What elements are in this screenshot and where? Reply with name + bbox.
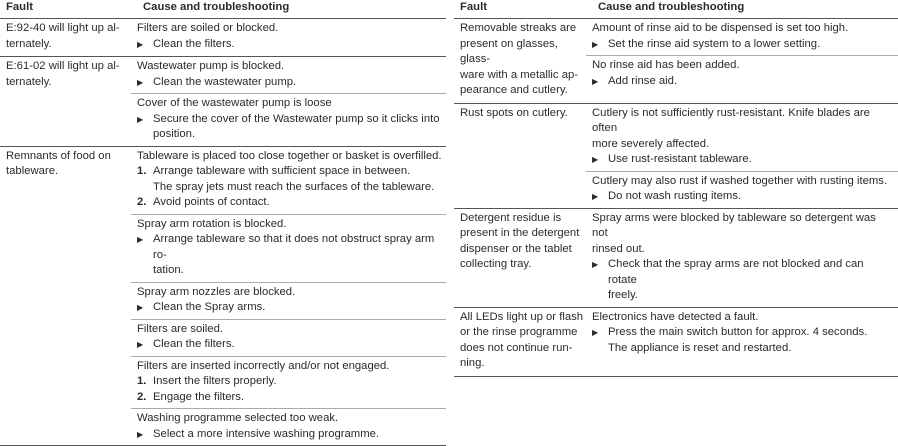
cause-text-line: Filters are soiled or blocked. [137, 21, 442, 37]
triangle-bullet-icon: ▶ [592, 257, 608, 304]
cause-text-line: Wastewater pump is blocked. [137, 59, 442, 75]
step-number: 2. [137, 195, 153, 211]
step-text-line: Arrange tableware so that it does not obstruct spray arm ro- [153, 232, 442, 263]
remedy-step [137, 112, 442, 143]
step-text-line: Arrange tableware with sufficient space in between. [153, 164, 442, 180]
remedy-step [137, 374, 442, 390]
fault-text-line: Removable streaks are [460, 21, 584, 37]
fault-text-line: Remnants of food on [6, 149, 129, 165]
remedy-step [137, 195, 442, 211]
step-text [608, 152, 894, 168]
fault-cell [454, 209, 586, 307]
step-text [608, 37, 894, 53]
fault-text-line: does not continue run- [460, 341, 584, 357]
table-body [454, 19, 898, 377]
step-text-line: Insert the filters properly. [153, 374, 442, 390]
cause-column-header: Cause and troubleshooting [592, 0, 744, 16]
step-text-line: Select a more intensive washing programme. [153, 427, 442, 443]
step-text-line: freely. [608, 288, 894, 304]
cause-text-line: Spray arm nozzles are blocked. [137, 285, 442, 301]
remedy-step [137, 300, 442, 316]
table-row [454, 209, 898, 308]
fault-text-line: dispenser or the tablet [460, 242, 584, 258]
fault-text-line: All LEDs light up or flash [460, 310, 584, 326]
remedy-step [137, 232, 442, 279]
cause-cell [586, 209, 898, 307]
table-row [454, 308, 898, 377]
step-text [153, 374, 442, 390]
step-text [153, 337, 442, 353]
step-text-line: Use rust-resistant tableware. [608, 152, 894, 168]
fault-text-line: ning. [460, 356, 584, 372]
step-text-line: Clean the wastewater pump. [153, 75, 442, 91]
remedy-step [137, 337, 442, 353]
triangle-bullet-icon: ▶ [137, 427, 153, 443]
table-body [0, 19, 446, 446]
cause-block [131, 356, 446, 409]
step-text-line: Do not wash rusting items. [608, 189, 894, 205]
fault-cell [454, 308, 586, 376]
cause-text-line: Filters are inserted incorrectly and/or not engaged. [137, 359, 442, 375]
fault-text-line: Rust spots on cutlery. [460, 106, 584, 122]
table-row [0, 57, 446, 147]
step-text-line: Press the main switch button for approx. 4 seconds. [608, 325, 894, 341]
cause-cell [131, 57, 446, 146]
step-number: 2. [137, 390, 153, 406]
table-row [0, 19, 446, 57]
fault-text-line: Detergent residue is [460, 211, 584, 227]
cause-text-line: more severely affected. [592, 137, 894, 153]
remedy-step [592, 152, 894, 168]
remedy-step [137, 75, 442, 91]
fault-text-line: tableware. [6, 164, 129, 180]
step-number: 1. [137, 374, 153, 390]
triangle-bullet-icon: ▶ [592, 325, 608, 356]
cause-text-line: No rinse aid has been added. [592, 58, 894, 74]
fault-text-line: or the rinse programme [460, 325, 584, 341]
cause-text-line: Cover of the wastewater pump is loose [137, 96, 442, 112]
triangle-bullet-icon: ▶ [137, 232, 153, 279]
fault-text-line: present on glasses, glass- [460, 37, 584, 68]
cause-cell [586, 19, 898, 103]
step-text [153, 75, 442, 91]
step-text [608, 74, 894, 90]
cause-cell [586, 308, 898, 376]
cause-cell [131, 19, 446, 56]
remedy-step [592, 325, 894, 356]
step-text [608, 189, 894, 205]
fault-cell [0, 57, 131, 146]
remedy-step [137, 390, 442, 406]
fault-text-line: E:61-02 will light up al- [6, 59, 129, 75]
table-header [454, 0, 898, 19]
step-text-line: The appliance is reset and restarted. [608, 341, 894, 357]
remedy-step [137, 164, 442, 195]
fault-cell [454, 19, 586, 103]
step-text [153, 232, 442, 279]
step-text [153, 164, 442, 195]
cause-cell [131, 147, 446, 446]
fault-column-header: Fault [0, 0, 137, 16]
table-header [0, 0, 446, 19]
step-text-line: The spray jets must reach the surfaces of the tableware. [153, 180, 442, 196]
cause-cell [586, 104, 898, 208]
cause-block [586, 209, 898, 307]
cause-block [586, 19, 898, 55]
table-row [0, 147, 446, 446]
cause-text-line: Cutlery is not sufficiently rust-resistant. Knife blades are often [592, 106, 894, 137]
remedy-step [592, 189, 894, 205]
cause-text-line: Washing programme selected too weak. [137, 411, 442, 427]
cause-block [586, 104, 898, 171]
step-text-line: Set the rinse aid system to a lower setting. [608, 37, 894, 53]
step-text [153, 37, 442, 53]
fault-text-line: ternately. [6, 37, 129, 53]
cause-text-line: Filters are soiled. [137, 322, 442, 338]
step-text-line: Clean the filters. [153, 37, 442, 53]
table-row [454, 104, 898, 209]
triangle-bullet-icon: ▶ [137, 112, 153, 143]
step-text [153, 390, 442, 406]
fault-text-line: ware with a metallic ap- [460, 68, 584, 84]
step-number: 1. [137, 164, 153, 195]
step-text [153, 427, 442, 443]
remedy-step [137, 37, 442, 53]
fault-text-line: present in the detergent [460, 226, 584, 242]
step-text-line: position. [153, 127, 442, 143]
step-text-line: tation. [153, 263, 442, 279]
cause-block [586, 55, 898, 92]
step-text-line: Avoid points of contact. [153, 195, 442, 211]
step-text [608, 325, 894, 356]
step-text [153, 195, 442, 211]
cause-column-header: Cause and troubleshooting [137, 0, 289, 16]
step-text-line: Engage the filters. [153, 390, 442, 406]
triangle-bullet-icon: ▶ [137, 337, 153, 353]
fault-text-line: E:92-40 will light up al- [6, 21, 129, 37]
step-text [153, 112, 442, 143]
fault-text-line: ternately. [6, 75, 129, 91]
triangle-bullet-icon: ▶ [592, 37, 608, 53]
fault-text-line: pearance and cutlery. [460, 83, 584, 99]
fault-column-header: Fault [454, 0, 592, 16]
cause-text-line: Tableware is placed too close together or basket is overfilled. [137, 149, 442, 165]
cause-block [131, 19, 446, 55]
cause-block [131, 147, 446, 214]
cause-block [131, 93, 446, 146]
step-text [608, 257, 894, 304]
cause-text-line: rinsed out. [592, 242, 894, 258]
cause-text-line: Amount of rinse aid to be dispensed is set too high. [592, 21, 894, 37]
cause-block [586, 308, 898, 360]
remedy-step [592, 257, 894, 304]
triangle-bullet-icon: ▶ [137, 37, 153, 53]
remedy-step [592, 37, 894, 53]
fault-text-line: collecting tray. [460, 257, 584, 273]
step-text-line: Check that the spray arms are not blocked and can rotate [608, 257, 894, 288]
step-text-line: Add rinse aid. [608, 74, 894, 90]
triangle-bullet-icon: ▶ [592, 189, 608, 205]
troubleshooting-table-right [454, 0, 898, 377]
cause-text-line: Cutlery may also rust if washed together with rusting items. [592, 174, 894, 190]
table-row [454, 19, 898, 104]
step-text-line: Clean the filters. [153, 337, 442, 353]
step-text [153, 300, 442, 316]
cause-block [131, 282, 446, 319]
remedy-step [137, 427, 442, 443]
step-text-line: Secure the cover of the Wastewater pump so it clicks into [153, 112, 442, 128]
cause-text-line: Spray arm rotation is blocked. [137, 217, 442, 233]
triangle-bullet-icon: ▶ [137, 300, 153, 316]
cause-block [131, 319, 446, 356]
step-text-line: Clean the Spray arms. [153, 300, 442, 316]
triangle-bullet-icon: ▶ [592, 74, 608, 90]
cause-text-line: Spray arms were blocked by tableware so detergent was not [592, 211, 894, 242]
fault-cell [0, 147, 131, 446]
cause-block [131, 57, 446, 93]
fault-cell [0, 19, 131, 56]
triangle-bullet-icon: ▶ [592, 152, 608, 168]
cause-block [131, 214, 446, 282]
cause-block [586, 171, 898, 208]
triangle-bullet-icon: ▶ [137, 75, 153, 91]
fault-cell [454, 104, 586, 208]
remedy-step [592, 74, 894, 90]
troubleshooting-table-left [0, 0, 446, 446]
cause-text-line: Electronics have detected a fault. [592, 310, 894, 326]
